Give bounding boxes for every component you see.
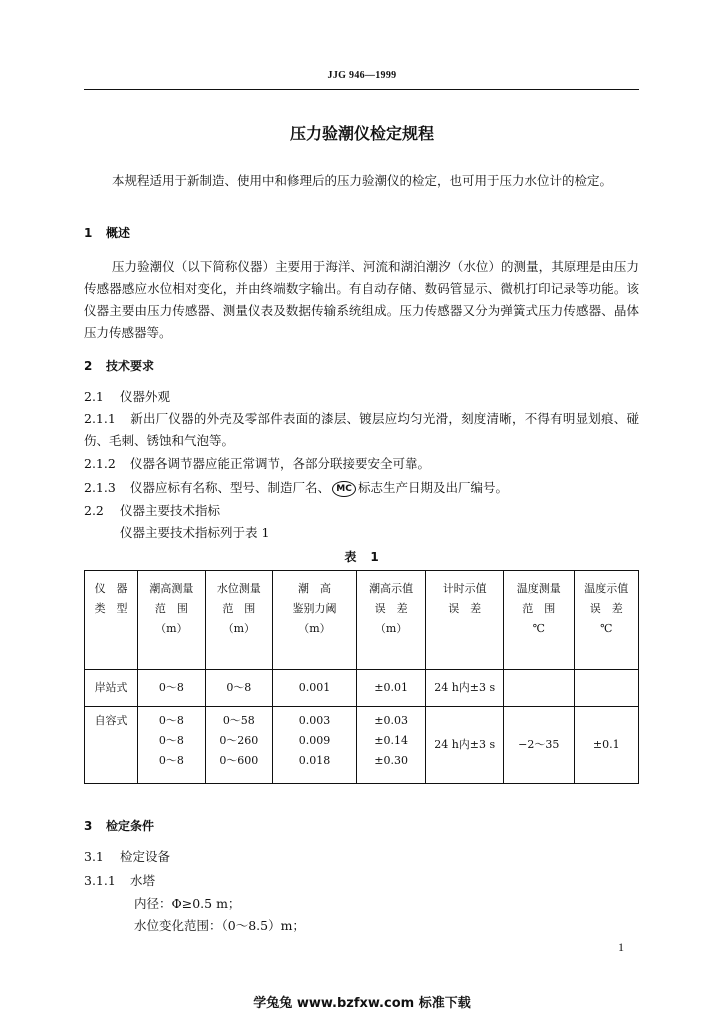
header-cell-type: 仪 器 类 型 — [85, 571, 138, 670]
clause-2-1-3-text-before: 仪器应标有名称、型号、制造厂名、 — [130, 480, 331, 495]
cell-tide-range: 0～8 — [138, 670, 205, 707]
water-level-range-spec: 水位变化范围：（0～8.5）m； — [134, 918, 305, 933]
clause-3-1-1-number: 3.1.1 — [84, 873, 116, 888]
cell-tide-error: ±0.03 ±0.14 ±0.30 — [356, 707, 426, 784]
mc-metrology-mark-icon: MC — [332, 481, 356, 497]
clause-2-1-3-number: 2.1.3 — [84, 480, 116, 495]
header-rule — [84, 89, 639, 90]
cell-temp-error — [574, 670, 638, 707]
table-reference-note: 仪器主要技术指标列于表 1 — [120, 525, 270, 540]
section-1-title: 概述 — [106, 226, 131, 240]
section-1-body: 压力验潮仪（以下简称仪器）主要用于海洋、河流和湖泊潮汐（水位）的测量，其原理是由压力传感器感应水位相对变化，并由终端数字输出。有自动存储、数码管显示、微机打印记录等功能。该仪器主要由压力传感器、测量仪表及数据传输系统组成。压力传感器又分为弹簧式压力传感器、晶体压力传感器等。 — [84, 259, 639, 340]
cell-tide-error: ±0.01 — [356, 670, 426, 707]
clause-3-1 — [84, 846, 170, 868]
table-row — [85, 670, 639, 707]
standard-code: JJG 946—1999 — [327, 70, 397, 81]
watermark-footer: 学兔兔 www.bzfxw.com 标准下载 — [253, 996, 471, 1011]
clause-2-1-1-number: 2.1.1 — [84, 411, 116, 426]
clause-3-1-1 — [84, 870, 155, 892]
cell-type: 岸站式 — [85, 670, 138, 707]
clause-2-1-text: 仪器外观 — [120, 389, 171, 404]
document-title: 压力验潮仪检定规程 — [289, 124, 434, 143]
header-cell-time-error: 计时示值 误 差 — [426, 571, 504, 670]
cell-threshold: 0.001 — [273, 670, 357, 707]
cell-type: 自容式 — [85, 707, 138, 784]
clause-2-1-3 — [84, 477, 508, 499]
clause-2-1-1-text: 新出厂仪器的外壳及零部件表面的漆层、镀层应均匀光滑，刻度清晰，不得有明显划痕、碰伤、毛刺、锈蚀和气泡等。 — [84, 411, 639, 448]
section-3-number: 3 — [84, 819, 93, 833]
clause-2-1-2-number: 2.1.2 — [84, 456, 116, 471]
cell-level-range: 0～58 0～260 0～600 — [205, 707, 272, 784]
table-1-caption: 表 1 — [344, 550, 380, 564]
spec-table — [84, 570, 639, 784]
clause-2-1-2-text: 仪器各调节器应能正常调节，各部分联接要安全可靠。 — [130, 456, 431, 471]
clause-2-1-number: 2.1 — [84, 389, 104, 404]
table-header-row — [85, 571, 639, 670]
clause-2-1-1 — [84, 408, 639, 452]
section-3-heading — [84, 815, 154, 837]
clause-2-2-number: 2.2 — [84, 503, 104, 518]
section-2-number: 2 — [84, 359, 93, 373]
clause-2-2-text: 仪器主要技术指标 — [120, 503, 221, 518]
cell-temp-range — [504, 670, 575, 707]
cell-threshold: 0.003 0.009 0.018 — [273, 707, 357, 784]
header-cell-temp-error: 温度示值 误 差 ℃ — [574, 571, 638, 670]
cell-level-range: 0～8 — [205, 670, 272, 707]
table-row — [85, 707, 639, 784]
cell-temp-range: −2～35 — [504, 707, 575, 784]
clause-2-2 — [84, 500, 220, 522]
clause-2-1 — [84, 386, 170, 408]
cell-time-error: 24 h内±3 s — [426, 670, 504, 707]
header-cell-tide-error: 潮高示值 误 差 （m） — [356, 571, 426, 670]
section-1-number: 1 — [84, 226, 93, 240]
clause-3-1-number: 3.1 — [84, 849, 104, 864]
section-1-heading — [84, 222, 130, 244]
section-2-title: 技术要求 — [106, 359, 155, 373]
cell-temp-error: ±0.1 — [574, 707, 638, 784]
cell-time-error: 24 h内±3 s — [426, 707, 504, 784]
header-cell-threshold: 潮 高 鉴别力阈 （m） — [273, 571, 357, 670]
header-cell-level-range: 水位测量 范 围 （m） — [205, 571, 272, 670]
section-3-title: 检定条件 — [106, 819, 155, 833]
section-2-heading — [84, 355, 154, 377]
clause-2-1-2 — [84, 453, 430, 475]
clause-3-1-1-text: 水塔 — [130, 873, 156, 888]
cell-tide-range: 0～8 0～8 0～8 — [138, 707, 205, 784]
clause-2-1-3-text-after: 标志生产日期及出厂编号。 — [358, 480, 509, 495]
header-cell-tide-range: 潮高测量 范 围 （m） — [138, 571, 205, 670]
page-number: 1 — [618, 940, 624, 954]
intro-paragraph: 本规程适用于新制造、使用中和修理后的压力验潮仪的检定，也可用于压力水位计的检定。 — [112, 173, 613, 188]
inner-diameter-spec: 内径：Φ≥0.5 m； — [134, 896, 241, 911]
clause-3-1-text: 检定设备 — [120, 849, 171, 864]
header-cell-temp-range: 温度测量 范 围 ℃ — [504, 571, 575, 670]
